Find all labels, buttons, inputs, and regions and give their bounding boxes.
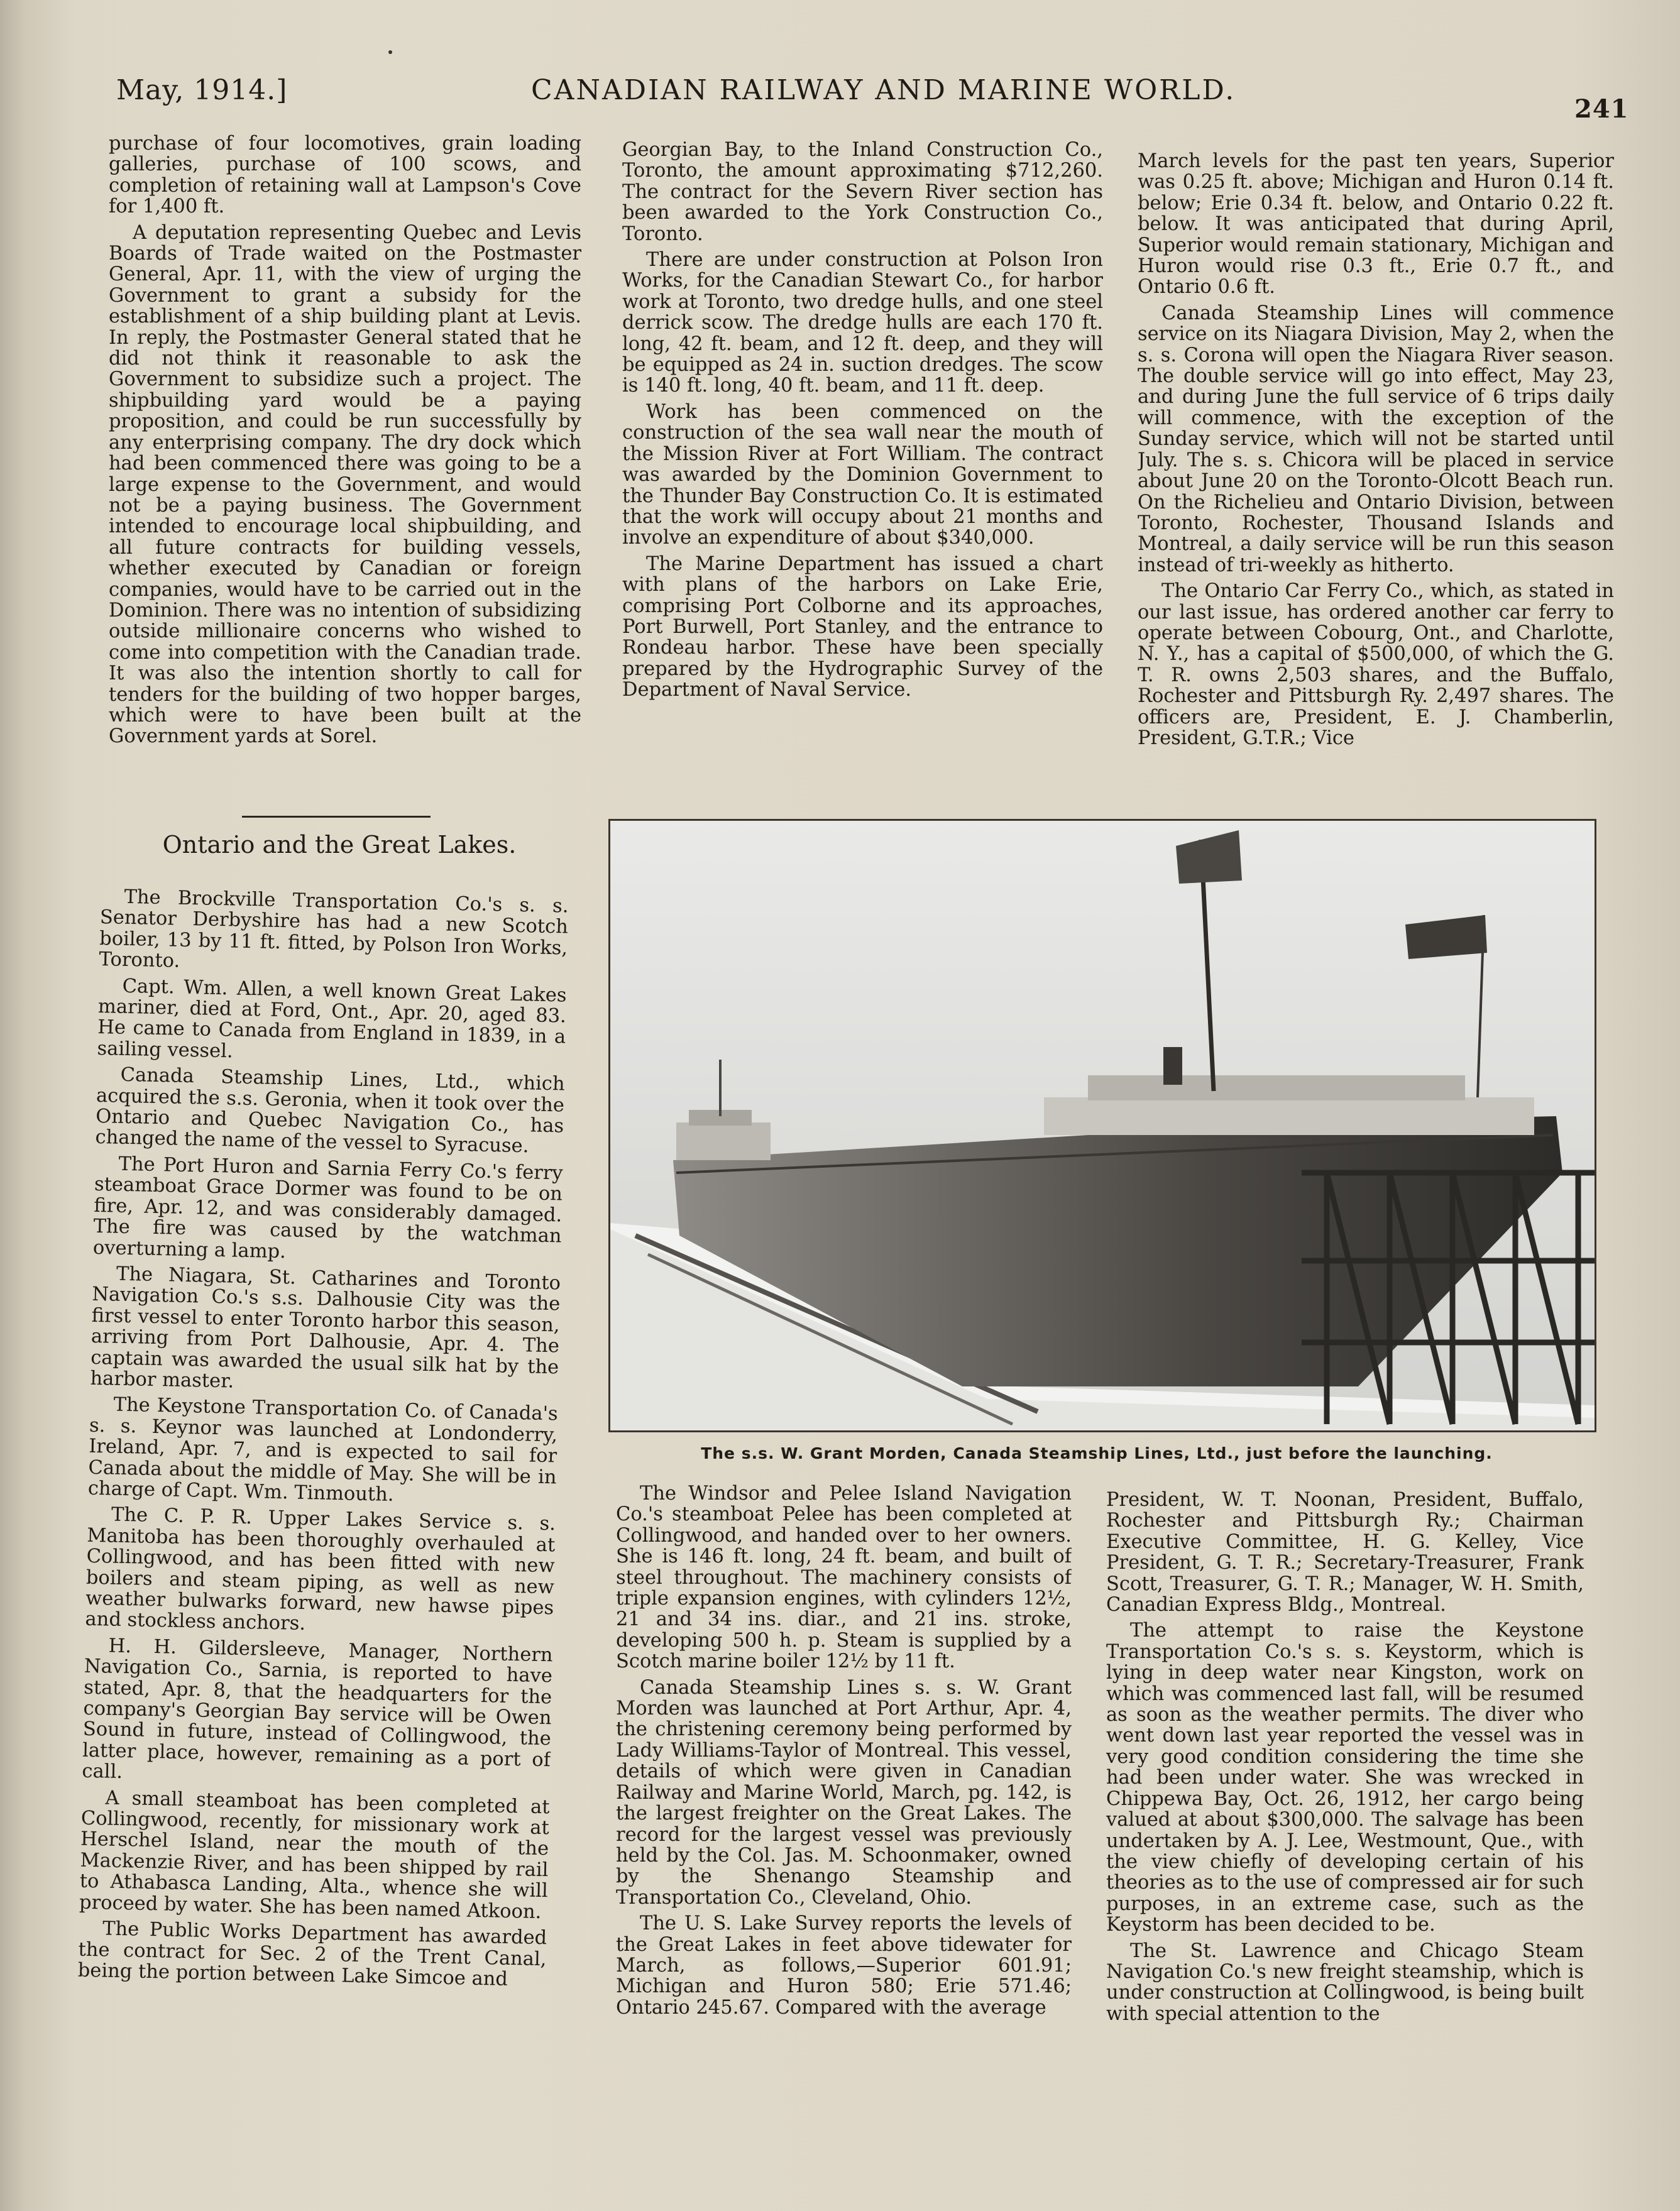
column-1-top (109, 133, 581, 809)
section-heading: Ontario and the Great Lakes. (162, 831, 517, 859)
paragraph: The Ontario Car Ferry Co., which, as stated in our last issue, has ordered another car ferry to operate between Cobourg, Ont., and Charlotte, N. Y., has a capital of $500,000, of which the G. T. R. owns 2,503 shares, and the Buffalo, Rochester and Pittsburgh Ry. 2,497 shares. The officers are, President, E. J. Chamberlin, President, G.T.R.; Vice (1138, 580, 1614, 749)
paragraph: President, W. T. Noonan, President, Buffalo, Rochester and Pittsburgh Ry.; Chairman Executive Committee, H. G. Kelley, Vice President, G. T. R.; Secretary-Treasurer, Frank Scott, Treasurer, G. T. R.; Manager, W. H. Smith, Canadian Express Bldg., Montreal. (1106, 1490, 1584, 1616)
paragraph: The U. S. Lake Survey reports the levels of the Great Lakes in feet above tidewater for March, as follows,—Superior 601.91; Michigan and Huron 580; Erie 571.46; Ontario 245.67. Compared with the average (616, 1912, 1072, 2019)
paragraph: Georgian Bay, to the Inland Construction Co., Toronto, the amount approximating $712,260. The contract for the Severn River section has been awarded to the York Construction Co., Toronto. (622, 140, 1103, 245)
paragraph: Canada Steamship Lines, Ltd., which acquired the s.s. Geronia, when it took over the Ontario and Quebec Navigation Co., has changed the name of the vessel to Syracuse. (95, 1063, 565, 1158)
paragraph: H. H. Gildersleeve, Manager, Northern Navigation Co., Sarnia, is reported to have stated, Apr. 8, that the headquarters for the company's Georgian Bay service will be Owen Sound in future, instead of Collingwood, the latter place, however, remaining as a port of call. (82, 1635, 553, 1784)
ink-speck (388, 50, 392, 54)
column-1-bottom (75, 886, 568, 2115)
paragraph: Canada Steamship Lines will commence service on its Niagara Division, May 2, when the s. s. Corona will open the Niagara River season. The double service will go into effect, May 23, and during June the full service of 6 trips daily will commence, with the exception of the Sunday service, which will not be started until July. The s. s. Chicora will be placed in service about June 20 on the Toronto-Olcott Beach run. On the Richelieu and Ontario Division, between Toronto, Rochester, Thousand Islands and Montreal, a daily service will be run this season instead of tri-weekly as hitherto. (1138, 302, 1614, 576)
ship-illustration (610, 821, 1595, 1430)
publication-title: CANADIAN RAILWAY AND MARINE WORLD. (531, 74, 1236, 106)
paragraph: The Windsor and Pelee Island Navigation Co.'s steamboat Pelee has been completed at Collingwood, and handed over to her owners. She is 146 ft. long, 24 ft. beam, and built of steel throughout. The machinery consists of triple expansion engines, with cylinders 12½, 21 and 34 ins. diar., and 21 ins. stroke, developing 500 h. p. Steam is supplied by a Scotch marine boiler 12½ by 11 ft. (616, 1483, 1072, 1673)
paragraph: The Brockville Transportation Co.'s s. s. Senator Derbyshire has had a new Scotch boiler, 13 by 11 ft. fitted, by Polson Iron Works, Toronto. (99, 886, 569, 972)
page-number: 241 (1574, 94, 1629, 124)
paragraph: The Keystone Transportation Co. of Canada's s. s. Keynor was launched at Londonderry, Ireland, Apr. 7, and is expected to sail for Canada about the middle of May. She will be in charge of Capt. Wm. Tinmouth. (87, 1393, 558, 1506)
ship-launch-photo (608, 819, 1596, 1432)
paragraph: A deputation representing Quebec and Levis Boards of Trade waited on the Postmaster General, Apr. 11, with the view of urging the Government to grant a subsidy for the establishment of a ship building plant at Levis. In reply, the Postmaster General stated that he did not think it reasonable to ask the Government to subsidize such a project. The shipbuilding yard would be a paying proposition, and could be run successfully by any enterprising company. The dry dock which had been commenced there was going to be a large expense to the Government, and would not be a paying business. The Government intended to encourage local shipbuilding, and all future contracts for building vessels, whether executed by Canadian or foreign companies, would have to be carried out in the Dominion. There was no intention of subsidizing outside millionaire concerns who wished to come into competition with the Canadian trade. It was also the intention shortly to call for tenders for the building of two hopper barges, which were to have been built at the Government yards at Sorel. (109, 221, 581, 748)
paragraph: There are under construction at Polson Iron Works, for the Canadian Stewart Co., for harbor work at Toronto, two dredge hulls, and one steel derrick scow. The dredge hulls are each 170 ft. long, 42 ft. beam, and 12 ft. deep, and they will be equipped as 24 in. suction dredges. The scow is 140 ft. long, 40 ft. beam, and 11 ft. deep. (622, 249, 1103, 397)
paragraph: The Niagara, St. Catharines and Toronto Navigation Co.'s s.s. Dalhousie City was the first vessel to enter Toronto harbor this season, arriving from Port Dalhousie, Apr. 4. The captain was awarded the usual silk hat by the harbor master. (90, 1263, 561, 1393)
paragraph: The Marine Department has issued a chart with plans of the harbors on Lake Erie, comprising Port Colborne and its approaches, Port Burwell, Port Stanley, and the entrance to Rondeau harbor. These have been specially prepared by the Hydrographic Survey of the Department of Naval Service. (622, 552, 1103, 701)
paragraph: The attempt to raise the Keystone Transportation Co.'s s. s. Keystorm, which is lying in deep water near Kingston, work on which was commenced last fall, will be resumed as soon as the weather permits. The diver who went down last year reported the vessel was in very good condition considering the time she had been under water. She was wrecked in Chippewa Bay, Oct. 26, 1912, her cargo being valued at about $300,000. The salvage has been undertaken by A. J. Lee, Westmount, Que., with the view chiefly of developing certain of his theories as to the use of compressed air for such purposes, in an extreme case, such as the Keystorm has been decided to be. (1106, 1620, 1584, 1936)
paragraph: The Port Huron and Sarnia Ferry Co.'s ferry steamboat Grace Dormer was found to be on fire, Apr. 12, and was considerably damaged. The fire was caused by the watchman overturning a lamp. (92, 1153, 563, 1263)
column-2-top (622, 140, 1103, 793)
column-3-bottom (1106, 1490, 1584, 2093)
paragraph: purchase of four locomotives, grain loading galleries, purchase of 100 scows, and completion of retaining wall at Lampson's Cove for 1,400 ft. (109, 133, 581, 218)
section-divider (242, 816, 431, 818)
paragraph: The Public Works Department has awarded the contract for Sec. 2 of the Trent Canal, being the portion between Lake Simcoe and (77, 1917, 547, 1990)
column-2-bottom (616, 1483, 1072, 2099)
paragraph: March levels for the past ten years, Superior was 0.25 ft. above; Michigan and Huron 0.14 ft. below; Erie 0.34 ft. below, and Ontario 0.22 ft. below. It was anticipated that during April, Superior would remain stationary, Michigan and Huron would rise 0.3 ft., Erie 0.7 ft., and Ontario 0.6 ft. (1138, 151, 1614, 299)
paragraph: Work has been commenced on the construction of the sea wall near the mouth of the Mission River at Fort William. The contract was awarded by the Dominion Government to the Thunder Bay Construction Co. It is estimated that the work will occupy about 21 months and involve an expenditure of about $340,000. (622, 400, 1103, 549)
column-3-top (1138, 151, 1614, 808)
paragraph: Canada Steamship Lines s. s. W. Grant Morden was launched at Port Arthur, Apr. 4, the christening ceremony being performed by Lady Williams-Taylor of Montreal. This vessel, details of which were given in Canadian Railway and Marine World, March, pg. 142, is the largest freighter on the Great Lakes. The record for the largest vessel was previously held by the Col. Jas. M. Schoonmaker, owned by the Shenango Steamship and Transportation Co., Cleveland, Ohio. (616, 1676, 1072, 1909)
paragraph: Capt. Wm. Allen, a well known Great Lakes mariner, died at Ford, Ont., Apr. 20, aged 83. He came to Canada from England in 1839, in a sailing vessel. (97, 975, 567, 1063)
paragraph: A small steamboat has been completed at Collingwood, recently, for missionary work at Herschel Island, near the mouth of the Mackenzie River, and has been shipped by rail to Athabasca Landing, Alta., whence she will proceed by water. She has been named Atkoon. (79, 1787, 550, 1923)
photo-caption: The s.s. W. Grant Morden, Canada Steamship Lines, Ltd., just before the launching. (701, 1444, 1493, 1462)
paragraph: The St. Lawrence and Chicago Steam Navigation Co.'s new freight steamship, which is under construction at Collingwood, is being built with special attention to the (1106, 1939, 1584, 2025)
paragraph: The C. P. R. Upper Lakes Service s. s. Manitoba has been thoroughly overhauled at Collingwood, and has been fitted with new boilers and steam piping, as well as new weather bulwarks forward, new hawse pipes and stockless anchors. (85, 1503, 556, 1635)
issue-date: May, 1914.] (116, 74, 288, 106)
